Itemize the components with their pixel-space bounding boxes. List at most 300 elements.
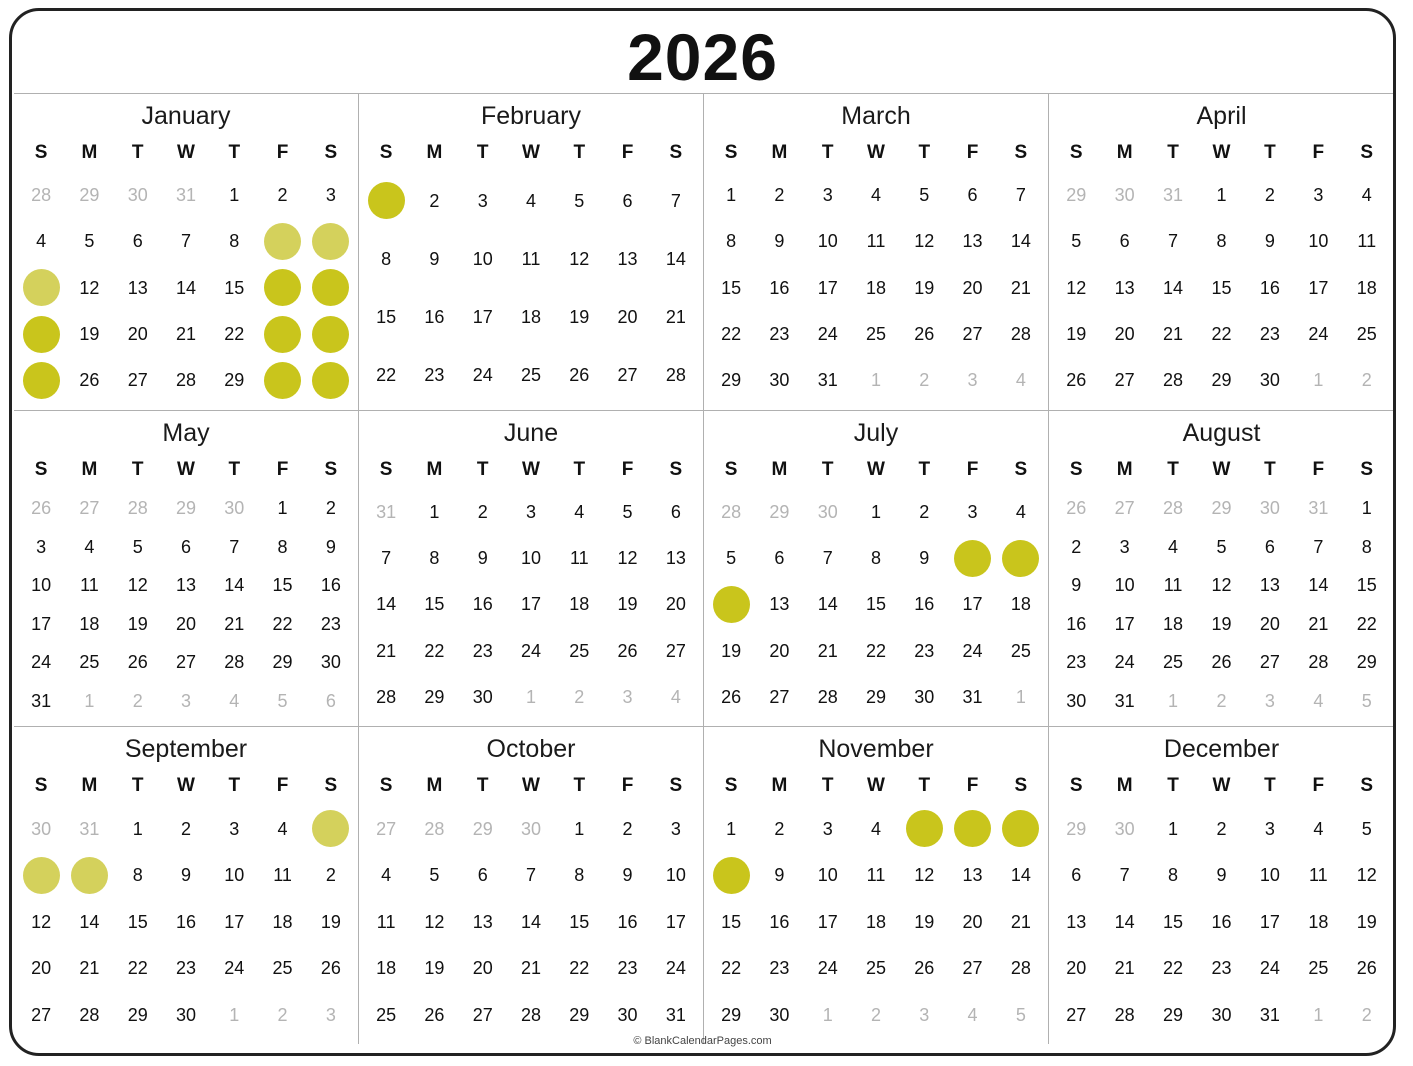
day-cell: [555, 816, 603, 842]
day-cell: [652, 499, 700, 525]
day-number: 22: [721, 958, 742, 979]
weekday-label: T: [1167, 458, 1179, 480]
day-cell: [804, 955, 852, 981]
day-cell: [900, 182, 948, 208]
weekday-label: S: [669, 142, 683, 163]
highlighted-day: [997, 545, 1045, 571]
day-number: 3: [36, 536, 47, 557]
day-cell: [948, 228, 996, 254]
day-number: 23: [769, 958, 790, 979]
weekday-label: W: [522, 142, 540, 163]
day-cell: [410, 188, 458, 214]
day-cell: [603, 909, 651, 935]
weekday-label: W: [867, 775, 885, 797]
day-number: 29: [1163, 1004, 1184, 1025]
copyright-text: © BlankCalendarPages.com: [633, 1035, 772, 1047]
day-number: 7: [822, 548, 833, 569]
day-number: 27: [769, 687, 790, 708]
adjacent-month-day: [1343, 367, 1391, 393]
day-number: 12: [914, 231, 935, 252]
day-number: 2: [325, 865, 336, 886]
day-number: 30: [914, 687, 935, 708]
day-cell: [555, 862, 603, 888]
month-january: [14, 94, 359, 411]
month-february: [359, 94, 704, 411]
day-number: 25: [79, 652, 100, 673]
adjacent-month-day: [65, 816, 113, 842]
day-number: 18: [1356, 277, 1377, 298]
weekday-label: F: [1312, 458, 1325, 480]
day-cell: [362, 1002, 410, 1028]
day-cell: [652, 545, 700, 571]
day-number: 9: [919, 548, 930, 569]
day-number: 27: [1114, 370, 1135, 391]
day-number: 21: [1163, 324, 1184, 345]
weekday-label: S: [669, 458, 683, 480]
day-number: 4: [381, 865, 392, 886]
day-number: 2: [1264, 185, 1275, 206]
day-cell: [997, 862, 1045, 888]
day-number: 9: [622, 865, 633, 886]
day-number: 19: [721, 640, 742, 661]
day-cell: [410, 499, 458, 525]
day-cell: [948, 909, 996, 935]
day-cell: [114, 321, 162, 347]
day-cell: [114, 909, 162, 935]
day-cell: [210, 611, 258, 637]
day-number: 8: [1168, 865, 1179, 886]
day-number: 18: [79, 613, 100, 634]
day-number: 26: [424, 1004, 445, 1025]
day-cell: [114, 534, 162, 560]
day-number: 10: [224, 865, 245, 886]
weekday-label: F: [966, 142, 979, 163]
day-cell: [1246, 572, 1294, 598]
day-number: 29: [127, 1004, 148, 1025]
day-number: 16: [769, 911, 790, 932]
day-cell: [997, 275, 1045, 301]
day-cell: [1149, 649, 1197, 675]
weekday-header: [707, 767, 1045, 805]
day-number: 26: [569, 364, 590, 385]
adjacent-month-day: [507, 816, 555, 842]
day-cell: [210, 534, 258, 560]
day-number: 7: [1119, 865, 1130, 886]
day-number: 17: [1114, 613, 1135, 634]
day-number: 1: [1168, 818, 1179, 839]
adjacent-month-day: [900, 1002, 948, 1028]
day-number: 11: [273, 865, 292, 886]
day-number: 23: [617, 958, 638, 979]
day-cell: [652, 188, 700, 214]
day-number: 14: [1308, 575, 1329, 596]
day-cell: [210, 955, 258, 981]
day-number: 11: [80, 575, 99, 596]
day-number: 10: [1114, 575, 1135, 596]
day-number: 14: [817, 594, 838, 615]
weekday-label: T: [1264, 775, 1276, 797]
day-number: 4: [84, 536, 95, 557]
day-number: 12: [1066, 277, 1087, 298]
day-number: 3: [967, 370, 978, 391]
month-april: [1049, 94, 1394, 411]
day-cell: [1149, 909, 1197, 935]
day-cell: [948, 638, 996, 664]
weekday-label: S: [324, 142, 338, 163]
day-number: 26: [617, 640, 638, 661]
day-number: 15: [865, 594, 886, 615]
highlighted-day: [707, 862, 755, 888]
day-cell: [258, 572, 306, 598]
day-number: 14: [1010, 865, 1031, 886]
highlighted-day: [307, 816, 355, 842]
day-number: 19: [79, 324, 100, 345]
day-number: 1: [1216, 185, 1227, 206]
day-number: 3: [477, 190, 488, 211]
day-number: 7: [381, 548, 392, 569]
day-cell: [603, 188, 651, 214]
day-number: 1: [525, 687, 536, 708]
weekday-header: [1052, 767, 1391, 805]
day-number: 27: [31, 1004, 52, 1025]
day-cell: [755, 816, 803, 842]
adjacent-month-day: [1197, 495, 1245, 521]
day-cell: [507, 499, 555, 525]
adjacent-month-day: [362, 816, 410, 842]
day-cell: [65, 321, 113, 347]
day-number: 9: [325, 536, 336, 557]
day-cell: [362, 362, 410, 388]
day-number: 2: [774, 185, 785, 206]
day-cell: [1149, 955, 1197, 981]
day-cell: [17, 688, 65, 714]
day-number: 21: [1308, 613, 1329, 634]
weekday-header: [17, 451, 355, 489]
day-cell: [162, 228, 210, 254]
day-cell: [459, 591, 507, 617]
day-cell: [707, 638, 755, 664]
day-number: 26: [1356, 958, 1377, 979]
day-cell: [307, 572, 355, 598]
day-cell: [1246, 321, 1294, 347]
day-cell: [555, 638, 603, 664]
day-number: 30: [175, 1004, 196, 1025]
adjacent-month-day: [1294, 1002, 1342, 1028]
adjacent-month-day: [652, 684, 700, 710]
year-title: 2026: [627, 20, 778, 94]
day-number: 10: [1259, 865, 1280, 886]
day-cell: [652, 909, 700, 935]
day-cell: [210, 572, 258, 598]
weekday-label: T: [821, 775, 834, 797]
day-number: 16: [175, 911, 196, 932]
day-cell: [507, 304, 555, 330]
day-number: 19: [1356, 911, 1377, 932]
day-number: 31: [79, 818, 100, 839]
day-cell: [852, 816, 900, 842]
day-cell: [162, 649, 210, 675]
adjacent-month-day: [1246, 688, 1294, 714]
day-number: 17: [520, 594, 541, 615]
day-number: 2: [622, 818, 633, 839]
day-cell: [362, 909, 410, 935]
day-cell: [652, 1002, 700, 1028]
day-number: 13: [769, 594, 790, 615]
day-cell: [162, 572, 210, 598]
day-number: 3: [1119, 536, 1130, 557]
day-cell: [162, 816, 210, 842]
day-cell: [1246, 1002, 1294, 1028]
day-cell: [65, 572, 113, 598]
adjacent-month-day: [852, 1002, 900, 1028]
day-cell: [459, 246, 507, 272]
day-number: 14: [665, 248, 686, 269]
days-grid: [707, 805, 1045, 1038]
day-number: 19: [914, 911, 935, 932]
day-number: 11: [376, 911, 396, 932]
day-number: 4: [1168, 536, 1179, 557]
weekday-label: M: [771, 142, 788, 163]
weekday-label: S: [724, 458, 738, 480]
day-number: 4: [967, 1004, 978, 1025]
day-cell: [210, 321, 258, 347]
weekday-label: T: [131, 775, 144, 797]
adjacent-month-day: [1100, 495, 1148, 521]
day-cell: [507, 362, 555, 388]
weekday-label: W: [1212, 142, 1231, 163]
day-number: 22: [272, 613, 293, 634]
day-cell: [555, 304, 603, 330]
weekday-label: F: [1312, 775, 1325, 797]
weekday-label: S: [1014, 775, 1028, 797]
day-number: 26: [320, 958, 341, 979]
adjacent-month-day: [258, 688, 306, 714]
day-number: 4: [870, 185, 881, 206]
adjacent-month-day: [1343, 688, 1391, 714]
day-cell: [114, 367, 162, 393]
day-number: 30: [1114, 185, 1135, 206]
day-cell: [1294, 275, 1342, 301]
day-cell: [162, 534, 210, 560]
day-cell: [948, 591, 996, 617]
day-cell: [707, 816, 755, 842]
day-cell: [307, 955, 355, 981]
day-number: 30: [817, 501, 838, 522]
day-number: 21: [520, 958, 541, 979]
day-number: 27: [962, 958, 983, 979]
day-cell: [65, 228, 113, 254]
day-number: 16: [1066, 613, 1087, 634]
month-name: January: [141, 102, 231, 130]
day-number: 1: [429, 501, 440, 522]
day-cell: [114, 1002, 162, 1028]
day-number: 9: [1264, 231, 1275, 252]
day-number: 27: [1114, 497, 1135, 518]
day-cell: [1197, 955, 1245, 981]
day-cell: [755, 367, 803, 393]
day-number: 27: [472, 1004, 493, 1025]
day-cell: [362, 638, 410, 664]
day-cell: [707, 321, 755, 347]
day-cell: [603, 638, 651, 664]
day-cell: [997, 321, 1045, 347]
day-cell: [410, 955, 458, 981]
day-cell: [804, 816, 852, 842]
day-number: 18: [376, 958, 397, 979]
adjacent-month-day: [603, 684, 651, 710]
day-number: 23: [424, 364, 445, 385]
day-number: 4: [525, 190, 536, 211]
days-grid: [707, 172, 1045, 404]
day-number: 28: [1163, 497, 1184, 518]
day-number: 12: [914, 865, 935, 886]
month-july: [704, 411, 1049, 728]
day-number: 8: [132, 865, 143, 886]
day-cell: [65, 649, 113, 675]
day-number: 14: [1163, 277, 1184, 298]
day-cell: [307, 611, 355, 637]
day-number: 17: [817, 277, 838, 298]
day-cell: [410, 246, 458, 272]
day-number: 8: [229, 231, 240, 252]
day-cell: [1100, 688, 1148, 714]
day-cell: [162, 862, 210, 888]
day-number: 13: [175, 575, 196, 596]
day-cell: [258, 909, 306, 935]
day-cell: [997, 909, 1045, 935]
day-cell: [1246, 862, 1294, 888]
day-cell: [555, 1002, 603, 1028]
day-cell: [1149, 275, 1197, 301]
day-number: 9: [429, 248, 440, 269]
day-cell: [362, 862, 410, 888]
day-number: 16: [472, 594, 493, 615]
day-number: 22: [1211, 324, 1232, 345]
day-cell: [707, 228, 755, 254]
day-number: 24: [962, 640, 983, 661]
day-cell: [1294, 816, 1342, 842]
day-number: 21: [1010, 277, 1031, 298]
day-number: 27: [1259, 652, 1280, 673]
day-number: 20: [472, 958, 493, 979]
adjacent-month-day: [362, 499, 410, 525]
adjacent-month-day: [1149, 688, 1197, 714]
adjacent-month-day: [162, 495, 210, 521]
day-number: 22: [569, 958, 590, 979]
day-number: 12: [31, 911, 52, 932]
day-number: 29: [272, 652, 293, 673]
day-number: 22: [1356, 613, 1377, 634]
day-number: 2: [774, 818, 785, 839]
day-number: 31: [1308, 497, 1329, 518]
day-cell: [1246, 275, 1294, 301]
day-cell: [900, 638, 948, 664]
adjacent-month-day: [65, 688, 113, 714]
day-number: 15: [569, 911, 590, 932]
day-number: 11: [569, 548, 589, 569]
day-number: 2: [574, 687, 585, 708]
day-number: 19: [1066, 324, 1087, 345]
day-cell: [900, 228, 948, 254]
day-number: 29: [424, 687, 445, 708]
day-number: 12: [1356, 865, 1377, 886]
day-number: 30: [769, 1004, 790, 1025]
weekday-label: M: [426, 458, 443, 480]
day-number: 29: [224, 370, 245, 391]
day-number: 29: [1066, 185, 1087, 206]
day-number: 8: [1361, 536, 1372, 557]
weekday-label: S: [1360, 775, 1374, 797]
day-number: 30: [520, 818, 541, 839]
day-cell: [307, 862, 355, 888]
adjacent-month-day: [17, 816, 65, 842]
day-cell: [65, 611, 113, 637]
day-number: 5: [1015, 1004, 1026, 1025]
adjacent-month-day: [114, 182, 162, 208]
day-cell: [258, 862, 306, 888]
day-number: 7: [1015, 185, 1026, 206]
day-number: 3: [822, 185, 833, 206]
day-number: 19: [1211, 613, 1232, 634]
day-cell: [410, 362, 458, 388]
weekday-label: T: [1264, 458, 1276, 480]
day-number: 12: [127, 575, 148, 596]
day-number: 21: [665, 306, 686, 327]
day-number: 12: [1211, 575, 1232, 596]
weekday-label: W: [1212, 458, 1231, 480]
day-cell: [410, 304, 458, 330]
adjacent-month-day: [410, 816, 458, 842]
days-grid: [17, 805, 355, 1038]
day-cell: [1052, 649, 1100, 675]
day-cell: [210, 816, 258, 842]
day-cell: [603, 1002, 651, 1028]
day-number: 1: [870, 370, 881, 391]
day-cell: [258, 182, 306, 208]
months-grid: [14, 93, 1394, 1044]
day-number: 30: [1114, 818, 1135, 839]
day-number: 18: [520, 306, 541, 327]
day-number: 15: [127, 911, 148, 932]
day-number: 16: [424, 306, 445, 327]
day-cell: [755, 638, 803, 664]
adjacent-month-day: [1294, 688, 1342, 714]
day-number: 1: [726, 818, 737, 839]
day-cell: [1246, 228, 1294, 254]
weekday-header: [362, 134, 700, 172]
day-number: 8: [870, 548, 881, 569]
day-number: 29: [79, 185, 100, 206]
day-number: 11: [1357, 231, 1377, 252]
day-number: 11: [1309, 865, 1328, 886]
day-number: 4: [1361, 185, 1372, 206]
day-number: 6: [774, 548, 785, 569]
day-number: 22: [224, 324, 245, 345]
day-number: 28: [520, 1004, 541, 1025]
day-number: 12: [569, 248, 590, 269]
day-number: 1: [229, 185, 240, 206]
day-cell: [459, 684, 507, 710]
day-number: 6: [325, 691, 336, 712]
adjacent-month-day: [507, 684, 555, 710]
day-cell: [1149, 1002, 1197, 1028]
day-cell: [1246, 367, 1294, 393]
day-number: 4: [229, 691, 240, 712]
day-number: 31: [1259, 1004, 1280, 1025]
day-cell: [1197, 228, 1245, 254]
weekday-label: T: [573, 458, 586, 480]
days-grid: [362, 172, 700, 404]
